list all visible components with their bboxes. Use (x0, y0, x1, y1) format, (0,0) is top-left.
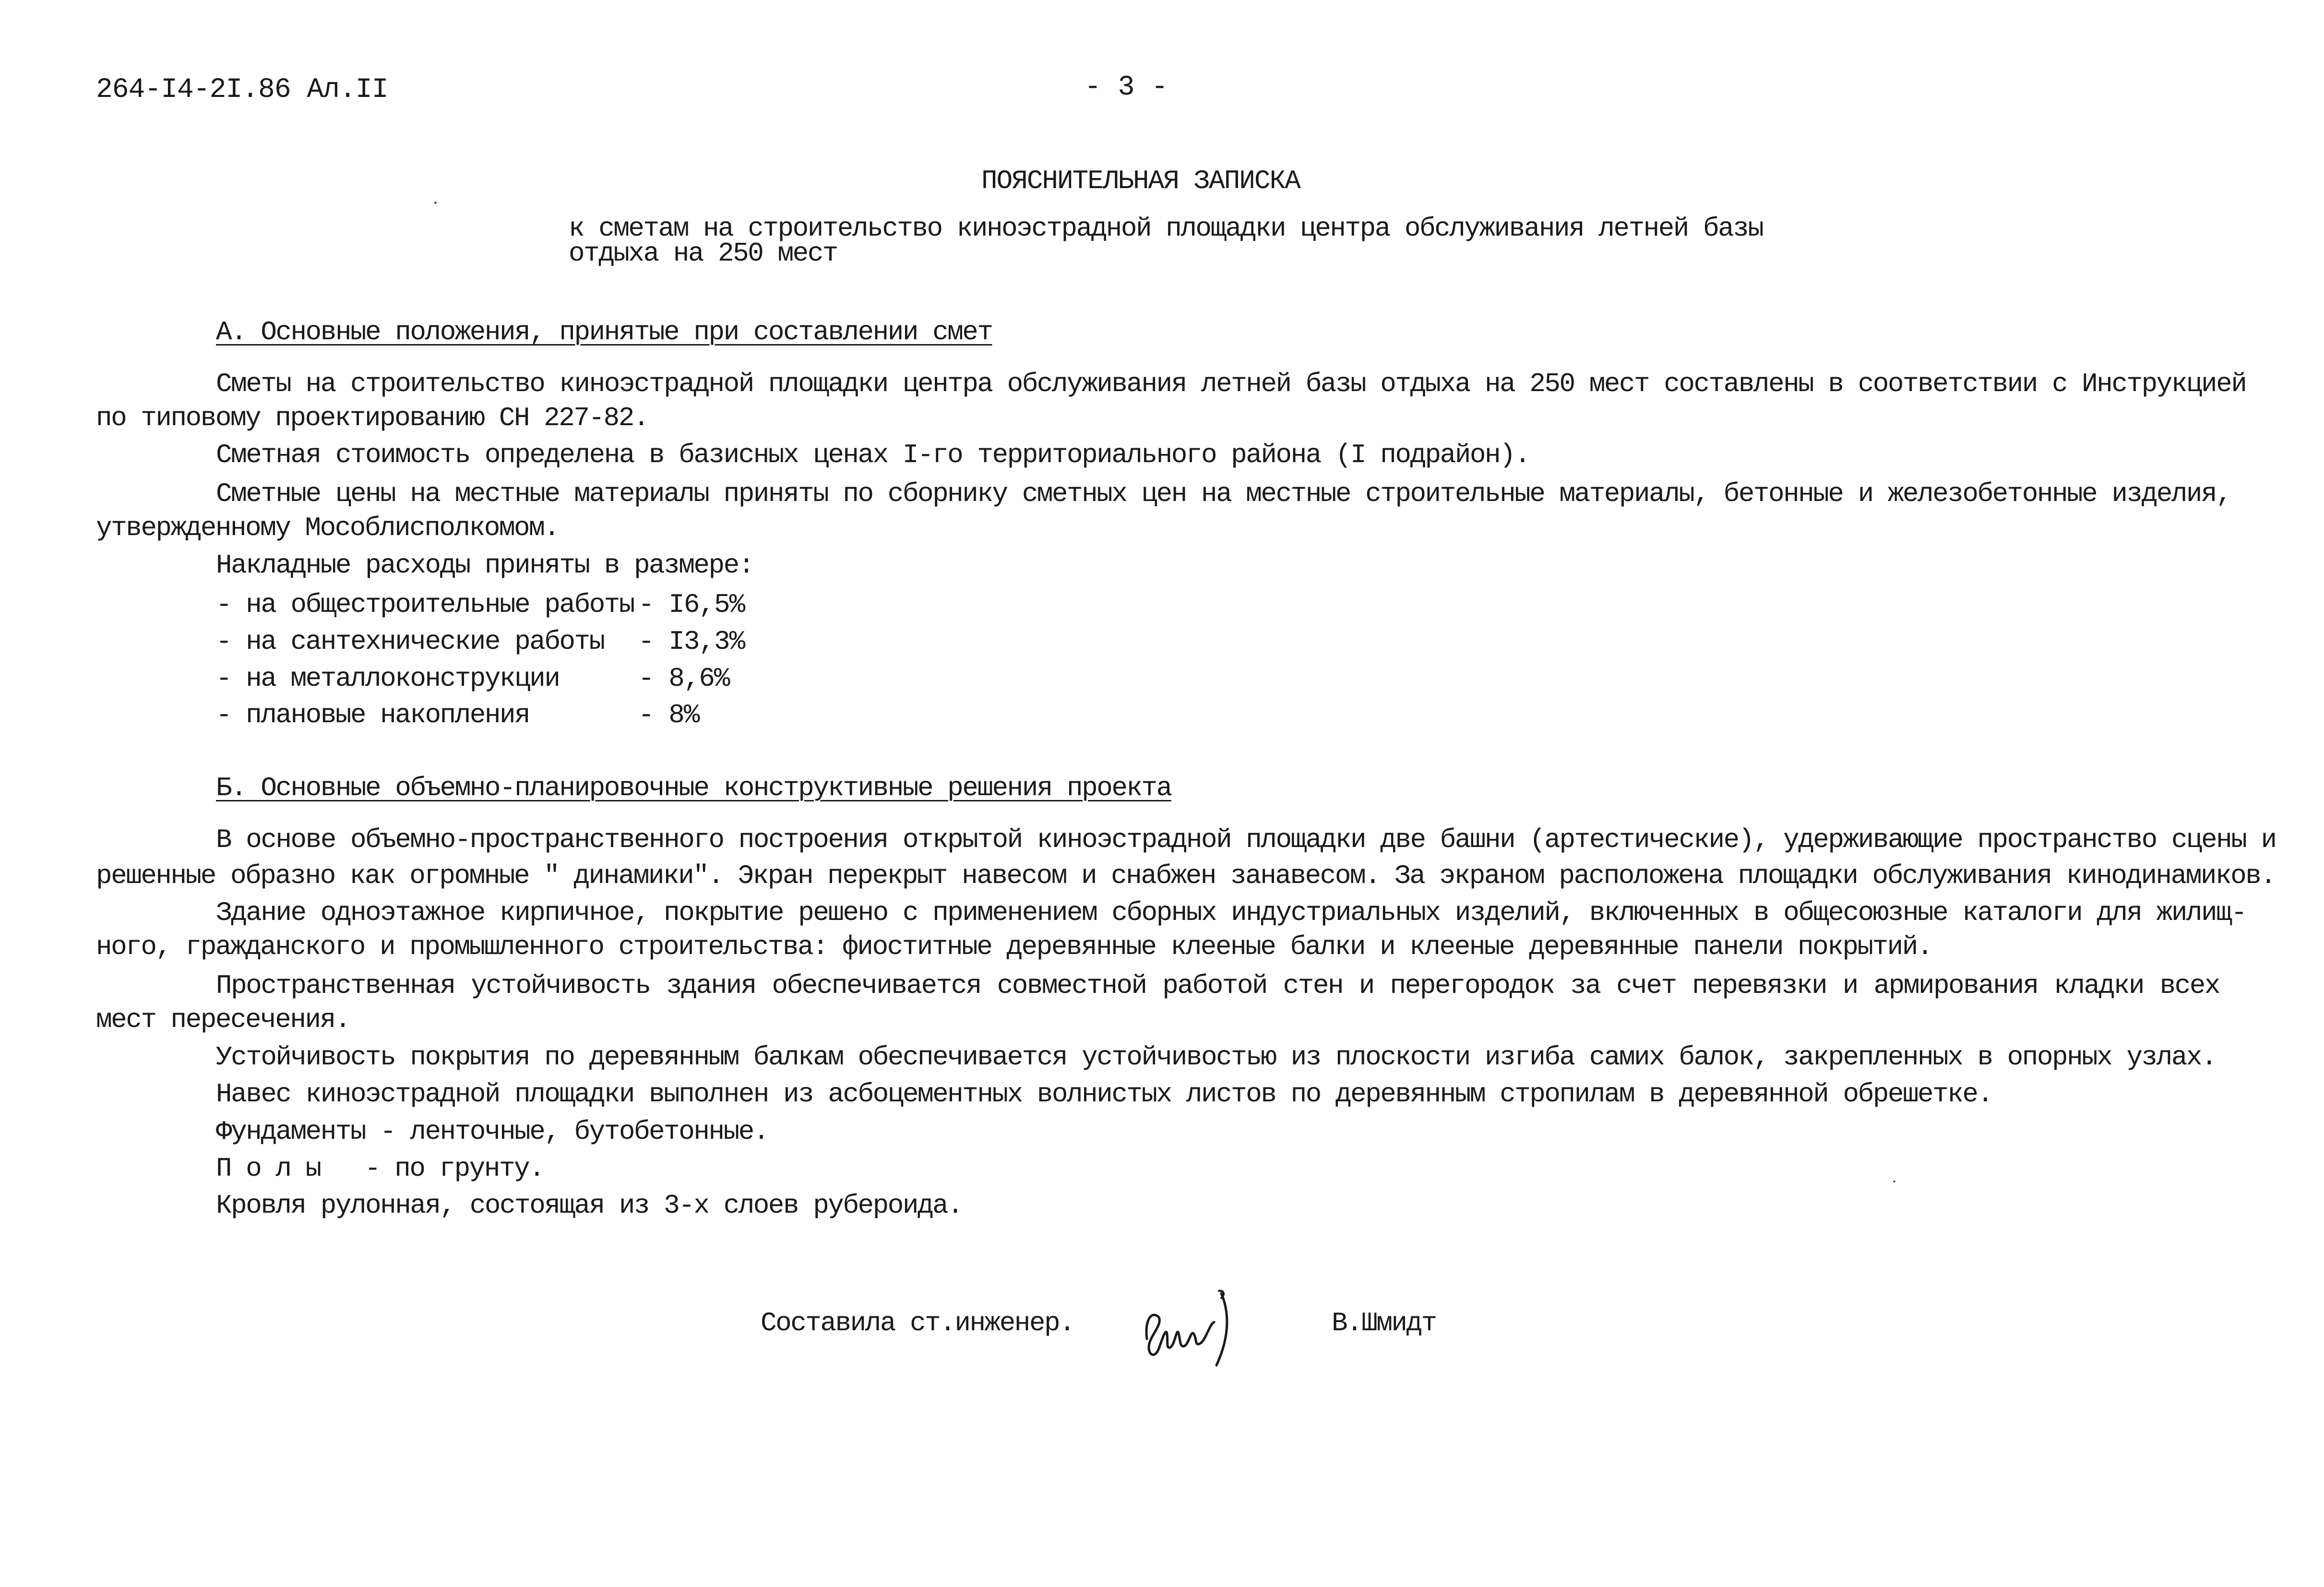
overhead-value: - 8,6% (638, 663, 729, 694)
section-b-p1-line2: решенные образно как огромные " динамики". Экран перекрыт навесом и снабжен занавесом. За экраном расположена площадки обслуживания кинодинамиков. (96, 860, 2276, 891)
section-a-p3-line1: Сметные цены на местные материалы приняты по сборнику сметных цен на местные строительные материалы, бетонные и железобетонные изделия, (216, 478, 2231, 509)
handwritten-signature-icon (1132, 1281, 1248, 1372)
section-b-p2-line1: Здание одноэтажное кирпичное, покрытие решено с применением сборных индустриальных изделий, включенных в общесоюзные каталоги для жилищ- (216, 897, 2246, 928)
overhead-value: - I3,3% (638, 626, 745, 657)
section-a-p1-line1: Сметы на строительство киноэстрадной площадки центра обслуживания летней базы отдыха на 250 мест составлены в соответствии с Инструкцией (216, 369, 2246, 399)
signer-name: В.Шмидт (1332, 1308, 1436, 1338)
section-b-p8: Кровля рулонная, состоящая из 3-х слоев рубероида. (216, 1190, 963, 1221)
overhead-label: - плановые накопления (216, 700, 530, 730)
scan-speck (1893, 1181, 1895, 1182)
section-b-p4: Устойчивость покрытия по деревянным балкам обеспечивается устойчивостью из плоскости изгиба самих балок, закрепленных в опорных узлах. (216, 1042, 2217, 1073)
section-b-heading: Б. Основные объемно-планировочные конструктивные решения проекта (216, 773, 1171, 803)
section-a-heading: А. Основные положения, принятые при составлении смет (216, 317, 992, 347)
document-code: 264-I4-2I.86 Ал.II (96, 74, 388, 106)
compiled-by-label: Составила ст.инженер. (761, 1308, 1074, 1338)
section-b-p1-line1: В основе объемно-пространственного построения открытой киноэстрадной площадки две башни (артестические), удерживающие пространство сцены и (216, 824, 2276, 855)
subtitle (569, 215, 1763, 267)
section-b-p7-value: - по грунту. (365, 1153, 544, 1184)
section-a-p2: Сметная стоимость определена в базисных ценах I-го территориального района (I подрайон). (216, 440, 1530, 470)
section-a-p3-line2: утвержденному Мособлисполкомом. (96, 513, 559, 543)
scan-speck (434, 202, 437, 204)
overhead-label: - на общестроительные работы (216, 589, 634, 620)
section-b-p3-line1: Пространственная устойчивость здания обеспечивается совместной работой стен и перегородок за счет перевязки и армирования кладки всех (216, 970, 2219, 1001)
section-b-p3-line2: мест пересечения. (96, 1004, 350, 1035)
overhead-intro: Накладные расходы приняты в размере: (216, 550, 753, 581)
overhead-value: - 8% (638, 700, 699, 730)
section-b-p5: Навес киноэстрадной площадки выполнен из асбоцементных волнистых листов по деревянным стропилам в деревянной обрешетке. (216, 1079, 1992, 1110)
section-b-p6: Фундаменты - ленточные, бутобетонные. (216, 1116, 768, 1147)
section-a-p1-line2: по типовому проектированию СН 227-82. (96, 403, 648, 433)
subtitle-line-2: отдыха на 250 мест (569, 238, 837, 269)
page-number: - 3 - (1085, 72, 1168, 103)
overhead-value: - I6,5% (638, 589, 745, 620)
section-b-p2-line2: ного, гражданского и промышленного строительства: фиоститные деревянные клееные балки и клееные деревянные панели покрытий. (96, 931, 1932, 962)
subtitle-line-1: к сметам на строительство киноэстрадной площадки центра обслуживания летней базы (569, 213, 1763, 244)
overhead-label: - на сантехнические работы (216, 626, 604, 657)
section-b-p7-label: П о л ы (216, 1153, 321, 1184)
overhead-label: - на металлоконструкции (216, 663, 560, 694)
page-title: ПОЯСНИТЕЛЬНАЯ ЗАПИСКА (981, 166, 1300, 196)
